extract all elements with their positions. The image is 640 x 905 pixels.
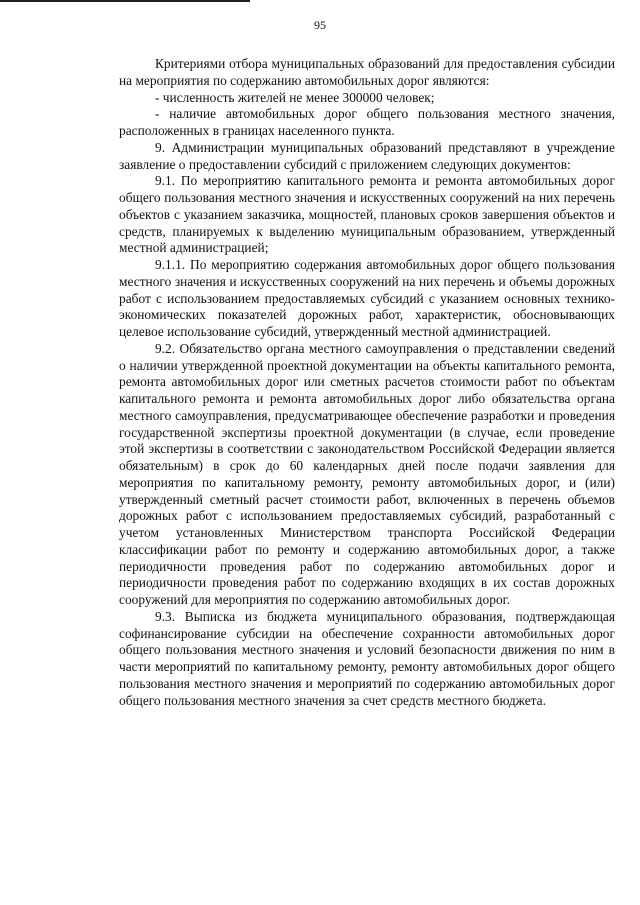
paragraph-criteria-population: - численность жителей не менее 300000 человек; [155, 89, 435, 105]
paragraph-item-9-1: 9.1. По мероприятию капитального ремонта и ремонта автомобильных дорог общего пользования местного значения и искусственных сооружений на них перечень объектов с указанием заказчика, мощностей, плановых сроков завершения объектов и средств, планируемых к выделению муниципальным образованием, утвержденный местной администрацией; [119, 173, 615, 256]
paragraph-item-9-2: 9.2. Обязательство органа местного самоуправления о представлении сведений о наличии утвержденной проектной документации на объекты капитального ремонта, ремонта автомобильных дорог или сметных расчетов стоимости работ по объектам капитального ремонта и ремонта автомобильных дорог либо обязательства органа местного самоуправления, предусматривающее обеспечение разработки и проведения государственной экспертизы проектной документации (в случае, если проведение этой экспертизы в соответствии с законодательством Российской Федерации является обязательным) в срок до 60 календарных дней после подачи заявления для мероприятия по капитальному ремонту, ремонту автомобильных дорог, и (или) утвержденный сметный расчет стоимости работ, включенных в перечень объемов дорожных работ с использованием предоставляемых субсидий, разработанный с учетом установленных Министерством транспорта Российской Федерации классификации работ по ремонту и содержанию автомобильных дорог, а также периодичности проведения работ по содержанию автомобильных дорог и периодичности проведения работ по содержанию входящих в их состав дорожных сооружений для мероприятия по содержанию автомобильных дорог. [119, 340, 615, 607]
paragraph-item-9-1-1: 9.1.1. По мероприятию содержания автомобильных дорог общего пользования местного значения и искусственных сооружений на них перечень и объемы дорожных работ с использованием предоставляемых субсидий с указанием основных технико-экономических показателей дорожных работ, характеристик, обосновывающих целевое использование субсидий, утвержденный местной администрацией. [119, 257, 615, 339]
page-number: 95 [314, 18, 326, 32]
top-border-line [0, 0, 250, 2]
paragraph-item-9: 9. Администрации муниципальных образований представляют в учреждение заявление о предоставлении субсидий с приложением следующих документов: [119, 139, 615, 172]
paragraph-criteria-roads: - наличие автомобильных дорог общего пользования местного значения, расположенных в границах населенного пункта. [119, 106, 615, 138]
document-body [119, 56, 615, 709]
paragraph-item-9-3: 9.3. Выписка из бюджета муниципального образования, подтверждающая софинансирование субсидии на обеспечение сохранности автомобильных дорог общего пользования местного значения и условий безопасности движения по ним в части мероприятий по капитальному ремонту, ремонту автомобильных дорог общего пользования местного значения и мероприятий по содержанию автомобильных дорог общего пользования местного значения за счет средств местного бюджета. [119, 608, 615, 708]
paragraph-criteria-intro: Критериями отбора муниципальных образований для предоставления субсидии на мероприятия по содержанию автомобильных дорог являются: [119, 56, 615, 88]
